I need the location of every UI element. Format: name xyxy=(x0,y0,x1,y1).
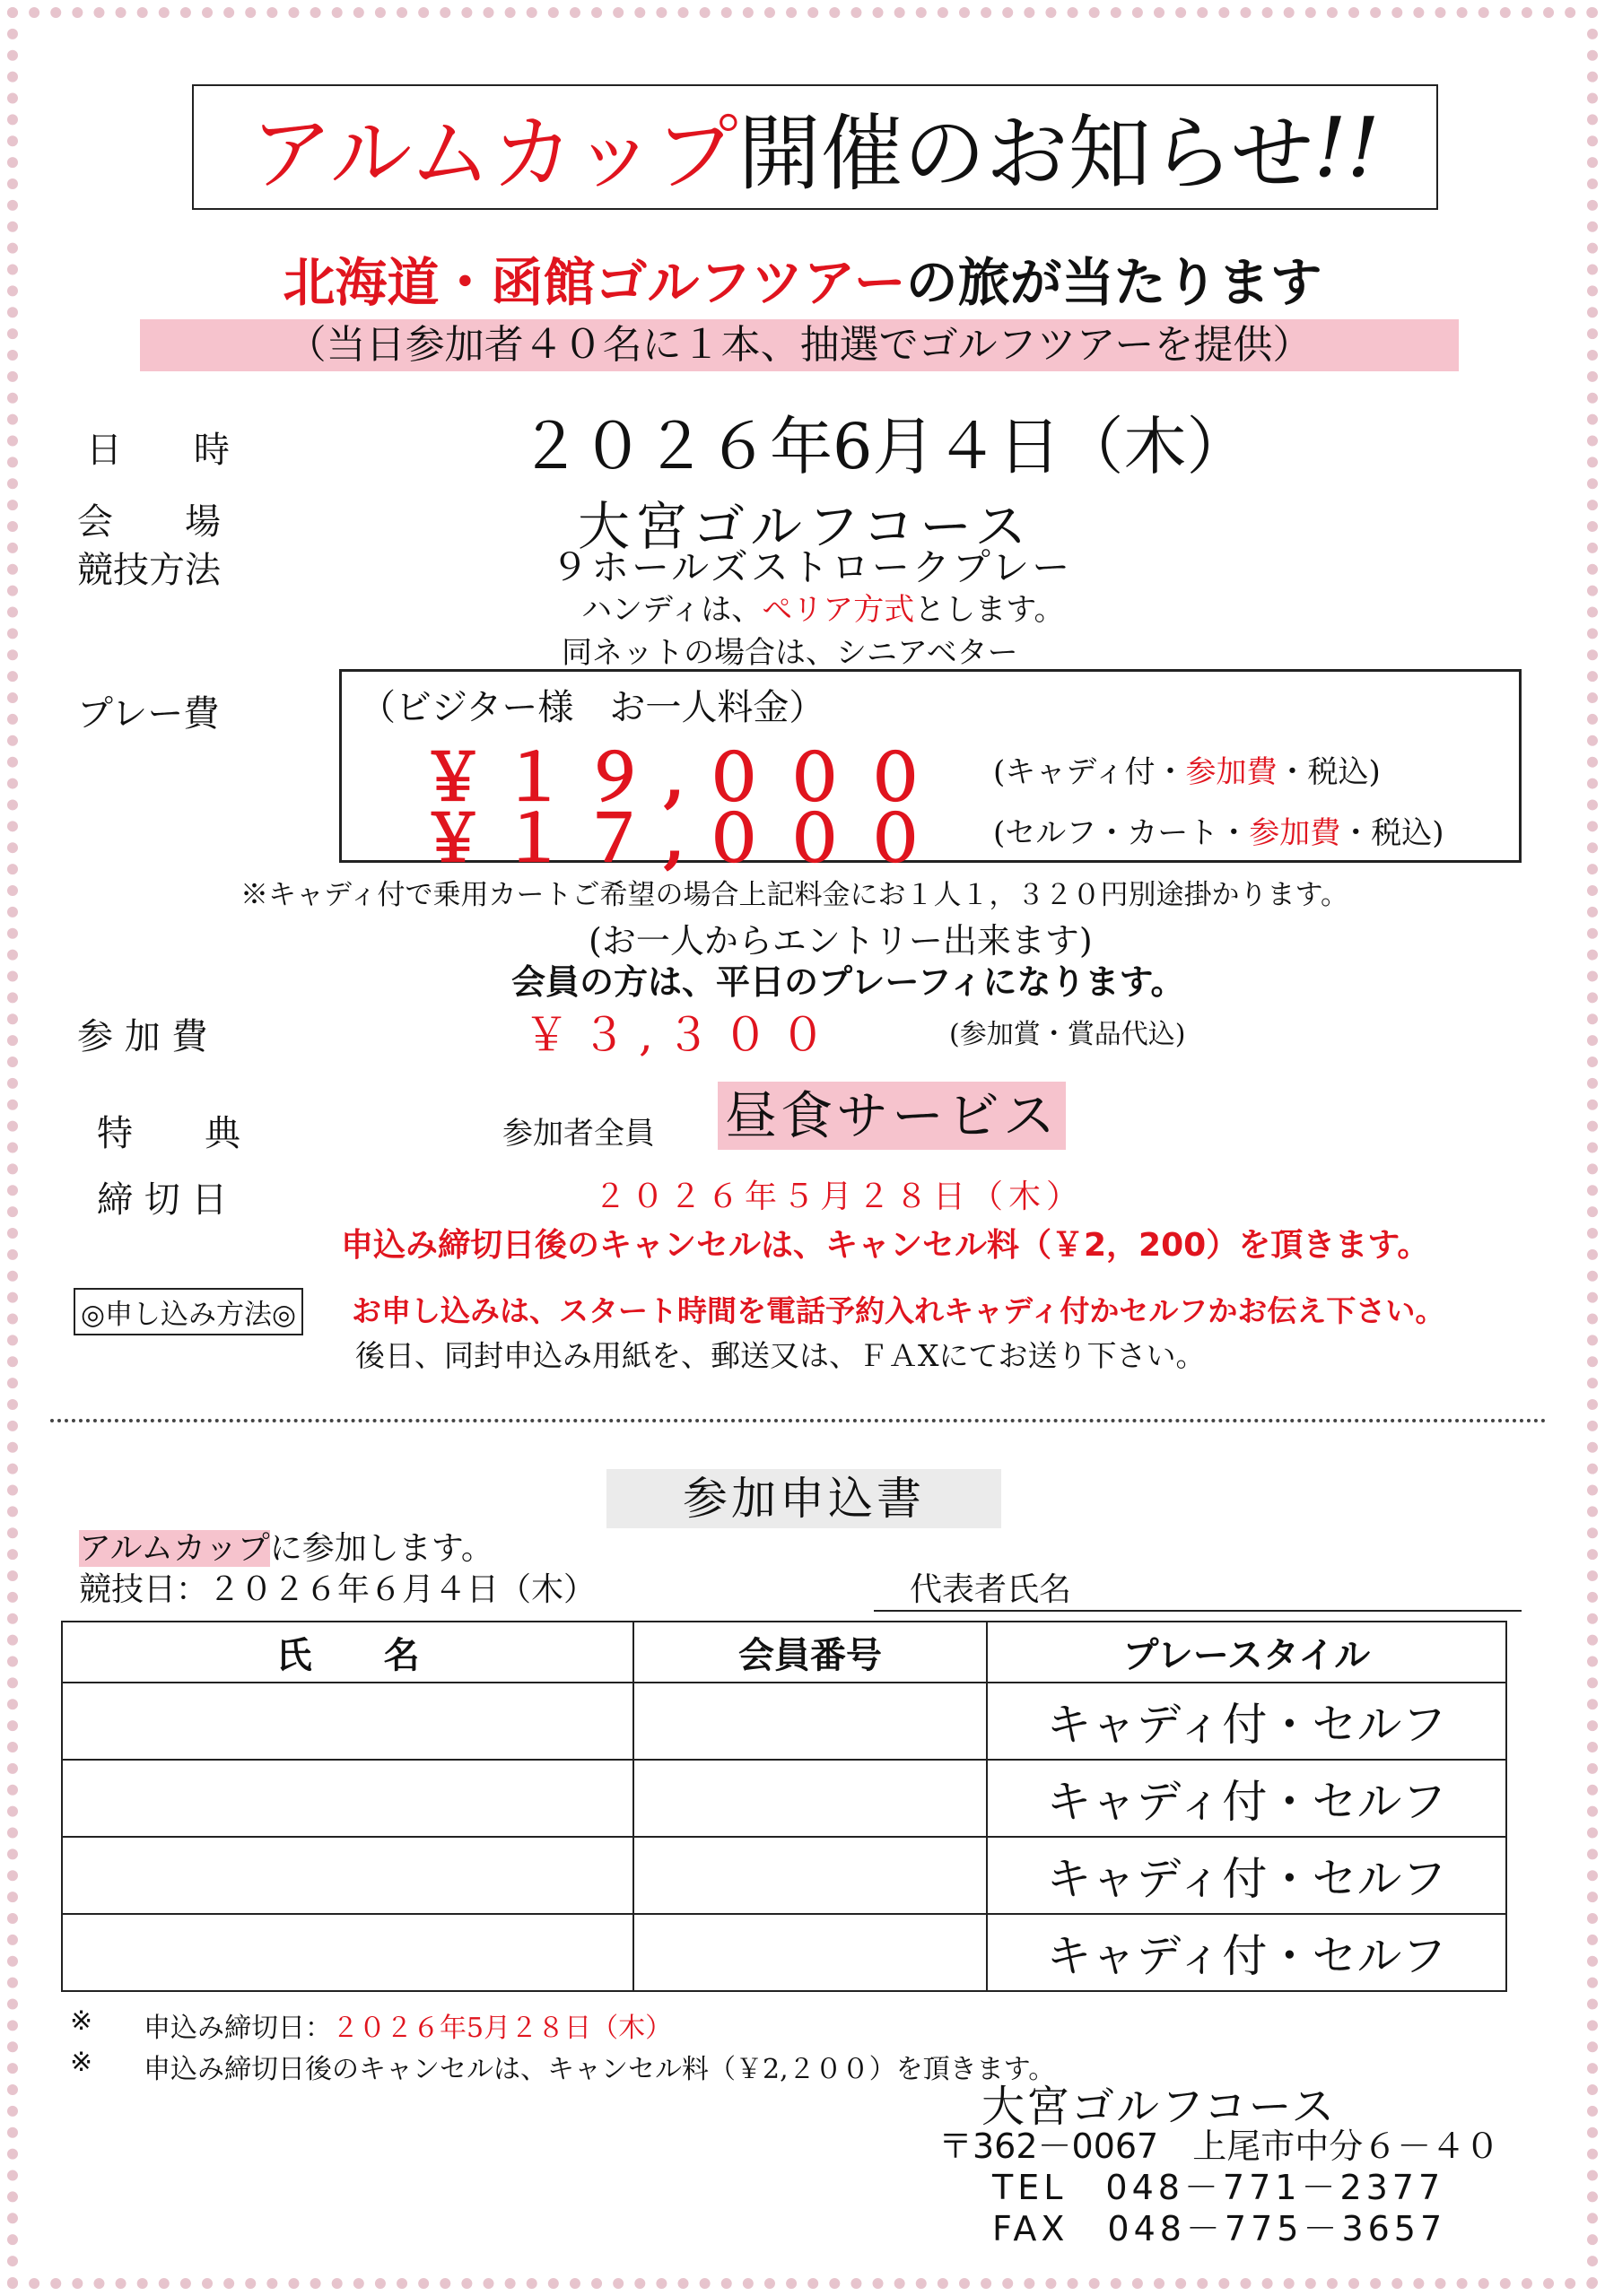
footnote-mark: ※ xyxy=(70,2047,93,2078)
method-value: ９ホールズストロークプレー xyxy=(551,545,1073,589)
subtitle xyxy=(0,240,1605,316)
handicap-system: ペリア方式 xyxy=(762,592,915,628)
benefit-lunch: 昼食サービス xyxy=(718,1082,1066,1150)
form-competition-date: 競技日：２０２６年６月４日（木） xyxy=(79,1571,597,1608)
deadline-label: 締 切 日 xyxy=(97,1179,228,1221)
subtitle-tour: 北海道・函館ゴルフツアー xyxy=(283,252,906,313)
header-member-number: 会員番号 xyxy=(633,1622,986,1683)
play-style-cell[interactable]: キャディ付・セルフ xyxy=(987,1760,1506,1837)
play-style-cell[interactable]: キャディ付・セルフ xyxy=(987,1914,1506,1991)
cancel-policy: 申込み締切日後のキャンセルは、キャンセル料（￥2，200）を頂きます。 xyxy=(341,1227,1430,1264)
name-cell[interactable] xyxy=(62,1683,633,1760)
representative-label: 代表者氏名 xyxy=(910,1571,1072,1608)
representative-name-field[interactable] xyxy=(874,1564,1522,1612)
note1-pre: (キャディ付・ xyxy=(993,754,1186,790)
name-cell[interactable] xyxy=(62,1760,633,1837)
footnote-deadline-label: 申込み締切日： xyxy=(144,2013,332,2044)
note1-post: ・税込) xyxy=(1277,754,1381,790)
price-caddie: ￥１９,０００ xyxy=(421,739,945,815)
member-number-cell[interactable] xyxy=(633,1760,986,1837)
header-play-style: プレースタイル xyxy=(987,1622,1506,1683)
date-value: ２０２６年6月４日（木） xyxy=(519,410,1250,483)
title-box xyxy=(192,84,1438,210)
table-header-row xyxy=(62,1622,1506,1683)
footnote-deadline xyxy=(144,2005,672,2045)
table-row xyxy=(62,1683,1506,1760)
venue-value: 大宮ゴルフコース xyxy=(578,496,1033,557)
cart-note: ※キャディ付で乗用カートご希望の場合上記料金にお１人１，３２０円別途掛かります。 xyxy=(240,879,1349,911)
header-name: 氏 名 xyxy=(62,1622,633,1683)
contact-tel: TEL 048－771－2377 xyxy=(992,2168,1445,2207)
member-note: 会員の方は、平日のプレーフィになります。 xyxy=(511,961,1185,1002)
application-line2: 後日、同封申込み用紙を、郵送又は、ＦＡXにてお送り下さい。 xyxy=(355,1338,1206,1373)
subtitle-rest: の旅が当たります xyxy=(905,252,1322,313)
application-label: ◎申し込み方法◎ xyxy=(74,1288,303,1335)
member-number-cell[interactable] xyxy=(633,1837,986,1914)
play-fee-header: （ビジター様 お一人料金） xyxy=(360,687,825,728)
note1-fee: 参加費 xyxy=(1185,754,1278,790)
handicap-pre: ハンディは、 xyxy=(581,592,763,628)
participation-fee-note: (参加賞・賞品代込) xyxy=(949,1019,1186,1050)
name-cell[interactable] xyxy=(62,1837,633,1914)
play-fee-box xyxy=(339,669,1522,876)
method-label: 競技方法 xyxy=(77,550,221,591)
subnote-banner: （当日参加者４０名に１本、抽選でゴルフツアーを提供） xyxy=(140,319,1459,371)
note2-fee: 参加費 xyxy=(1249,815,1341,851)
title-cup-name: アルムカップ xyxy=(250,106,738,202)
participation-fee-price: ￥３,３００ xyxy=(524,1009,838,1061)
date-label: 日 時 xyxy=(86,430,230,471)
note2-pre: (セルフ・カート・ xyxy=(993,815,1250,851)
form-cup-name: アルムカップ xyxy=(79,1530,270,1567)
title-rest: 開催のお知らせ xyxy=(737,106,1314,202)
footnote-deadline-value: ２０２６年5月２８日（木） xyxy=(332,2013,673,2044)
member-number-cell[interactable] xyxy=(633,1914,986,1991)
venue-label: 会 場 xyxy=(77,501,221,543)
table-row xyxy=(62,1837,1506,1914)
application-line1: お申し込みは、スタート時間を電話予約入れキャディ付かセルフかお伝え下さい。 xyxy=(352,1293,1445,1328)
cut-line xyxy=(50,1419,1547,1422)
deadline-value: ２０２６年５月２８日（木） xyxy=(594,1178,1085,1215)
tie-break-text: 同ネットの場合は、シニアベター xyxy=(562,635,1018,671)
contact-fax: FAX 048－775－3657 xyxy=(992,2209,1447,2248)
footnote-cancel: 申込み締切日後のキャンセルは、キャンセル料（￥2,２００）を頂きます。 xyxy=(144,2054,1056,2085)
form-join-text: に参加します。 xyxy=(269,1530,493,1567)
benefit-label: 特 典 xyxy=(97,1113,240,1154)
participation-fee-label: 参 加 費 xyxy=(77,1016,208,1057)
name-cell[interactable] xyxy=(62,1914,633,1991)
play-style-cell[interactable]: キャディ付・セルフ xyxy=(987,1837,1506,1914)
registration-table xyxy=(61,1621,1507,1992)
member-number-cell[interactable] xyxy=(633,1683,986,1760)
form-join-line xyxy=(79,1523,493,1569)
form-title: 参加申込書 xyxy=(606,1469,1001,1528)
footnote-mark: ※ xyxy=(70,2005,93,2037)
contact-address: 〒362－0067 上尾市中分６－４０ xyxy=(938,2126,1500,2166)
table-row xyxy=(62,1760,1506,1837)
play-fee-label: プレー費 xyxy=(77,693,220,735)
table-row xyxy=(62,1914,1506,1991)
entry-note: (お一人からエントリー出来ます) xyxy=(589,921,1093,961)
title-marks: !! xyxy=(1313,99,1380,196)
price-self-note xyxy=(993,808,1444,852)
price-self: ￥１７,０００ xyxy=(421,800,945,876)
contact-name: 大宮ゴルフコース xyxy=(981,2082,1337,2132)
handicap-post: とします。 xyxy=(914,592,1065,628)
handicap-text xyxy=(581,585,1065,629)
price-caddie-note xyxy=(993,747,1381,791)
play-style-cell[interactable]: キャディ付・セルフ xyxy=(987,1683,1506,1760)
benefit-lead: 参加者全員 xyxy=(502,1116,655,1152)
note2-post: ・税込) xyxy=(1340,815,1444,851)
